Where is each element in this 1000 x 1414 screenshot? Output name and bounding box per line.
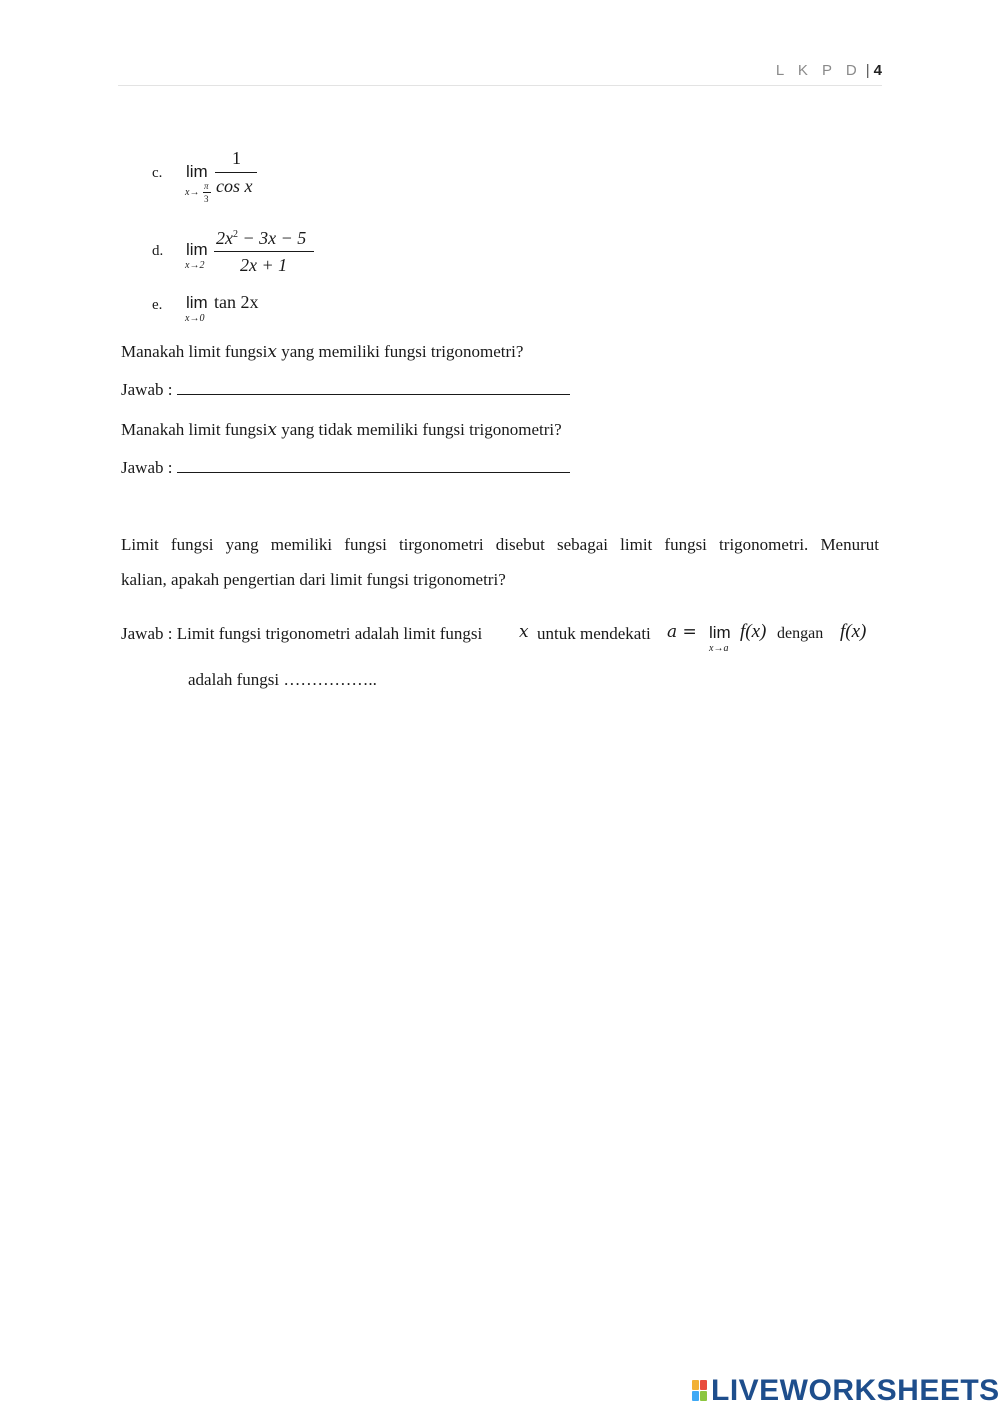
answer-a-equals: a = — [667, 622, 697, 642]
function-fx: f(x) — [740, 621, 767, 642]
answer-var-x: x — [519, 622, 529, 642]
lim-symbol: lim — [186, 240, 208, 259]
limit-expression: tan 2x — [214, 292, 259, 312]
item-label: c. — [152, 165, 163, 181]
item-label: d. — [152, 243, 164, 259]
lim-subscript: x→a — [709, 643, 729, 654]
answer-label: Jawab : — [121, 380, 173, 399]
function-fx-2: f(x) — [840, 621, 867, 642]
definition-line-1: Limit fungsi yang memiliki fungsi tirgonometri disebut sebagai limit fungsi trigonometri. Menurut — [121, 535, 879, 554]
definition-line-2: kalian, apakah pengertian dari limit fungsi trigonometri? — [121, 570, 506, 589]
page-number: 4 — [873, 62, 882, 79]
lim-sub-three: 3 — [204, 194, 209, 204]
fraction-numerator: 1 — [232, 148, 241, 168]
question-1: Manakah limit fungsix yang memiliki fungsi trigonometri? — [121, 342, 524, 362]
answer-1-blank[interactable] — [177, 394, 570, 395]
lim-sub-pi: π — [204, 181, 209, 191]
logo-grid-icon — [692, 1380, 708, 1402]
item-label: e. — [152, 297, 163, 313]
brand-name: LIVEWORKSHEETS — [711, 1374, 1000, 1407]
sub-fraction-line — [203, 192, 211, 193]
fraction-denominator: 2x + 1 — [240, 255, 288, 275]
answer-2 — [121, 458, 570, 478]
lim-symbol: lim — [186, 162, 208, 181]
lim-subscript: x→0 — [185, 313, 205, 324]
fraction-line — [215, 172, 257, 173]
header-label: L K P D — [775, 62, 862, 79]
definition-answer-prefix: Jawab : Limit fungsi trigonometri adalah limit fungsi — [121, 624, 483, 643]
answer-mid-text: untuk mendekati — [537, 624, 651, 643]
fraction-denominator: cos x — [216, 176, 253, 196]
fraction-line — [214, 251, 314, 252]
fraction-numerator: $2x^2 - 3x - 5$ — [216, 228, 307, 248]
header-separator: | — [865, 62, 870, 79]
answer-2-blank[interactable] — [177, 472, 570, 473]
definition-answer-line-2: adalah fungsi …………….. — [188, 670, 377, 689]
header-divider — [118, 85, 882, 86]
answer-label: Jawab : — [121, 458, 173, 477]
liveworksheets-logo — [692, 1374, 1000, 1408]
lim-symbol: lim — [186, 293, 208, 312]
lim-subscript: x→ — [185, 187, 200, 198]
question-2: Manakah limit fungsix yang tidak memiliki fungsi trigonometri? — [121, 420, 562, 440]
lim-subscript: x→2 — [185, 260, 205, 271]
answer-1 — [121, 380, 570, 400]
dengan-text: dengan — [777, 625, 824, 642]
page-header — [118, 62, 882, 79]
lim-symbol: lim — [709, 623, 731, 642]
